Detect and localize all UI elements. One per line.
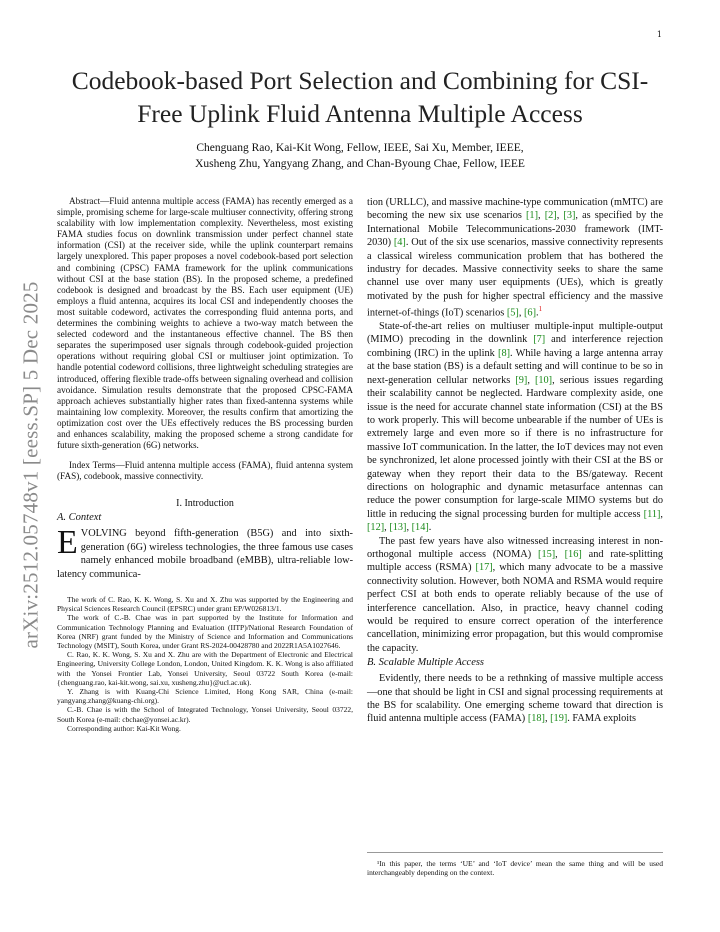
text-run: The past few years have also witnessed increasing interest in non-orthogonal multiple access (NOMA) [367,535,663,560]
author-list [60,140,660,172]
subsection-heading-scalable: B. Scalable Multiple Access [367,657,485,669]
citation-link[interactable]: [5] [506,307,519,319]
index-terms: Index Terms—Fluid antenna multiple access (FAMA), fluid antenna system (FAS), codebook, massive connectivity. [57,460,353,482]
citation-link[interactable]: [11] [643,508,661,520]
right-column [367,196,663,726]
citation-link[interactable]: [15] [538,548,556,560]
text-run: , [518,307,524,319]
text-run: . [536,307,539,319]
right-paragraph-3 [367,535,663,656]
text-run: , which many advocate to be a massive connectivity solution. However, both NOMA and RSMA would require perfect CSI at both ends to operate reliably because of the use of interference cancellation. Also, in practice, heavy channel coding would be required to ensure correct operation of the interference cancellation, minimizing error propagation, but this would compromise the capacity. [367,562,663,654]
footnote-corresponding-author: Corresponding author: Kai-Kit Wong. [67,723,181,733]
footnote-funding-iitp: The work of C.-B. Chae was in part supported by the Institute for Information and Communication Technology Planning and Evaluation (IITP)/National Research Foundation of Korea (NRF) grant funded by the Ministry of Science and Information and Communications Technology (MSIT), South Korea, under Grant RS-2024-00428780 and 2022R1A5A1027646. [57,613,353,650]
text-run: , as specified by the International Mobile Telecommunications-2030 framework (IMT-2030) [367,210,664,249]
text-run: , [406,522,412,534]
intro-paragraph-1-text: VOLVING beyond fifth-generation (B5G) and into sixth-generation (6G) wireless technologies, the three famous use cases namely enhanced mobile broadband (eMBB), ultra-reliable low-latency communica- [57,528,353,580]
citation-link[interactable]: [6] [524,307,537,319]
arxiv-id: arXiv:2512.05748v1 [eess.SP] 5 Dec 2025 [18,281,43,649]
citation-link[interactable]: [18] [527,713,545,725]
citation-link[interactable]: [2] [544,210,557,222]
arxiv-stamp [14,245,48,685]
footnote-affiliation-ucl: C. Rao, K. K. Wong, S. Xu and X. Zhu are with the Department of Electronic and Electrical Engineering, University College London, London, United Kingdom. K. K. Wong is also affiliated with the Yonsei Frontier Lab, Yonsei University, Seoul 03722 South Korea (e-mail: {chenguang.rao, kai-kit.wong, sai.xu, xusheng.zhu}@ucl.ac.uk). [57,650,353,687]
section-heading-introduction: I. Introduction [176,498,234,510]
text-run: . Out of the six use scenarios, massive connectivity represents a classical wireless communication problem that has bothered the industry for decades. Massive connectivity seeks to share the same channel use over many user equipments (UEs), which is greatly motivated by the push for higher spectral efficiency and the massive internet-of-things (IoT) scenarios [367,237,663,319]
text-run: , [555,548,565,560]
citation-link[interactable]: [1] [526,210,539,222]
citation-link[interactable]: [4] [393,237,406,249]
citation-link[interactable]: [19] [550,713,568,725]
citation-link[interactable]: [14] [411,522,429,534]
paper-title: Codebook-based Port Selection and Combining for CSI-Free Uplink Fluid Antenna Multiple Access [71,66,649,128]
page-number: 1 [656,30,662,39]
citation-link[interactable]: [9] [515,374,528,386]
text-run: and rate-splitting multiple access (RSMA) [367,548,663,574]
footnote-affiliation-kuang-chi: Y. Zhang is with Kuang-Chi Science Limited, Hong Kong SAR, China (e-mail: yangyang.zhang@kuang-chi.org). [57,687,353,706]
intro-paragraph-1 [57,524,353,581]
affiliation-footnotes [57,595,353,733]
text-run: , [527,374,535,386]
text-run: State-of-the-art relies on multiuser multiple-input multiple-output (MIMO) precoding in the downlink [367,321,663,346]
text-run: , [660,508,663,520]
text-run: . While having a large antenna array at the base station (BS) is a default setting and will continue to be so in next-generation cellular networks [367,347,664,386]
footnote-affiliation-yonsei: C.-B. Chae is with the School of Integrated Technology, Yonsei University, Seoul 03722, South Korea (e-mail: cbchae@yonsei.ac.kr). [57,705,353,724]
text-run: , [384,522,390,534]
text-run: , [544,713,551,725]
right-paragraph-1 [367,196,663,320]
text-run: , [538,210,545,222]
citation-link[interactable]: [16] [564,548,582,560]
text-run: tion (URLLC), and massive machine-type communication (mMTC) are becoming the new six use scenarios [367,197,663,222]
citation-link[interactable]: [8] [498,347,511,359]
author-line-1: Chenguang Rao, Kai-Kit Wong, Fellow, IEEE, Sai Xu, Member, IEEE, [196,142,524,154]
right-paragraph-2 [367,320,663,535]
left-column [57,196,353,733]
citation-link[interactable]: [17] [475,562,493,574]
citation-link[interactable]: [10] [534,374,553,386]
abstract: Abstract—Fluid antenna multiple access (FAMA) has recently emerged as a simple, promising scheme for large-scale multiuser connectivity, offering strong scalability with low implementation complexity. Nevertheless, most existing FAMA studies focus on downlink transmission under perfect channel state information (CSI) at the receiver side, while the uplink counterpart remains largely unexplored. This paper proposes a novel codebook-based port selection and combining (CPSC) FAMA framework for the uplink communications without CSI at the base station (BS). In the proposed scheme, a predefined codebook is designed and broadcast by the BS. Each user equipment (UE) employs a fluid antenna, acquires its local CSI and independently chooses the most suitable codeword, activates the corresponding fluid antenna ports, and determines the combining weights to achieve a two-way match between the selected codeword and the instantaneous effective channel. The BS then separates the superimposed user signals through codebook-guided projection operations without requiring global CSI or multiuser joint optimization. To handle potential codeword collisions, three lightweight scheduling strategies are introduced, offering flexible trade-offs between signaling overhead and collision avoidance. Simulation results demonstrate that the proposed CPSC-FAMA approach achieves substantially higher rates than fixed-antenna systems while maintaining low complexity. Moreover, the results confirm that amortizing the optimization cost over the UEs effectively reduces the BS processing burden and enhances scalability, making the proposed scheme a strong candidate for future sixth-generation (6G) networks. [57,196,353,451]
right-footnote-area [367,852,663,877]
right-paragraph-4 [367,672,663,726]
subsection-heading-context: A. Context [57,512,102,524]
citation-link[interactable]: [13] [389,522,407,534]
text-run: and interference rejection combining (IRC) in the uplink [367,334,663,359]
footnote-terms: ¹In this paper, the terms ‘UE’ and ‘IoT device’ mean the same thing and will be used interchangeably depending on the context. [367,859,663,878]
text-run: Evidently, there needs to be a rethnking of massive multiple access—one that should be light in CSI and signal processing requirements at the BS for scalability. One emerging scheme toward that direction is fluid antenna multiple access (FAMA) [367,673,663,725]
text-run: . FAMA exploits [567,713,637,725]
citation-link[interactable]: [12] [367,522,385,534]
text-run: . [428,522,432,534]
footnote-funding-epsrc: The work of C. Rao, K. K. Wong, S. Xu and X. Zhu was supported by the Engineering and Physical Sciences Research Council (EPSRC) under grant EP/W026813/1. [57,594,353,614]
text-run: , [556,210,564,222]
text-run: , serious issues regarding their scalability cannot be neglected. Hardware complexity aside, one issue is the need for accurate channel state information (CSI) at the BS to work properly. This will become unbearable if the number of UEs is extremely large and even more so if there is no infrastructure for massive IoT communication. In the latter, the IoT devices may not even be synchronized, let alone processed jointly with their CSI at the BS or gateway when they report their data to the BS/gateway. Recent directions on holographic and dynamic metasurface antennas can reduce the power consumption for large-scale MIMO systems but do little in reducing the signal processing burden for multiple access [367,374,663,520]
footnote-mark[interactable]: 1 [538,305,543,314]
citation-link[interactable]: [3] [563,210,576,222]
drop-cap: E [57,524,78,562]
author-line-2: Xusheng Zhu, Yangyang Zhang, and Chan-Byoung Chae, Fellow, IEEE [195,158,525,170]
citation-link[interactable]: [7] [533,334,546,346]
